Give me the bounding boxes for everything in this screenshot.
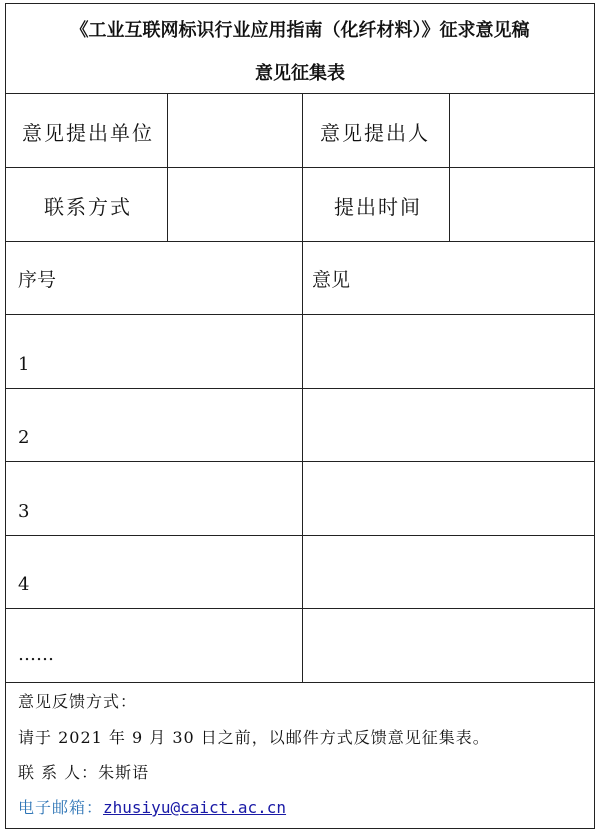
- form-title: 《工业互联网标识行业应用指南（化纤材料）》征求意见稿: [70, 20, 530, 41]
- unit-label: 意见提出单位: [22, 121, 154, 145]
- column-opinion-header: 意见: [312, 269, 351, 291]
- email-link[interactable]: zhusiyu@caict.ac.cn: [103, 798, 287, 817]
- row-number: 1: [18, 354, 30, 375]
- opinion-cell[interactable]: [303, 315, 590, 387]
- person-field[interactable]: [450, 94, 590, 166]
- email-label: 电子邮箱：: [18, 798, 104, 817]
- time-label: 提出时间: [334, 195, 422, 219]
- contact-field[interactable]: [168, 168, 301, 240]
- time-field[interactable]: [450, 168, 590, 240]
- opinion-cell[interactable]: [303, 389, 590, 460]
- unit-field[interactable]: [168, 94, 301, 166]
- contact-person: 联 系 人：朱斯语: [18, 763, 150, 782]
- divider: [6, 241, 594, 242]
- opinion-cell[interactable]: [303, 536, 590, 607]
- row-number: 2: [18, 427, 30, 448]
- email-line: [18, 795, 286, 818]
- feedback-heading: 意见反馈方式：: [18, 692, 138, 711]
- form-subtitle: 意见征集表: [255, 63, 345, 84]
- opinion-cell[interactable]: [303, 609, 590, 681]
- row-number: 3: [18, 501, 30, 522]
- row-number: ……: [18, 644, 54, 665]
- opinion-cell[interactable]: [303, 462, 590, 534]
- divider: [6, 682, 594, 683]
- opinion-form: [5, 3, 595, 829]
- row-number: 4: [18, 574, 30, 595]
- deadline-text: 请于 2021 年 9 月 30 日之前，以邮件方式反馈意见征集表。: [18, 728, 490, 747]
- contact-label: 联系方式: [44, 195, 132, 219]
- column-number-header: 序号: [18, 269, 57, 291]
- person-label: 意见提出人: [320, 121, 430, 145]
